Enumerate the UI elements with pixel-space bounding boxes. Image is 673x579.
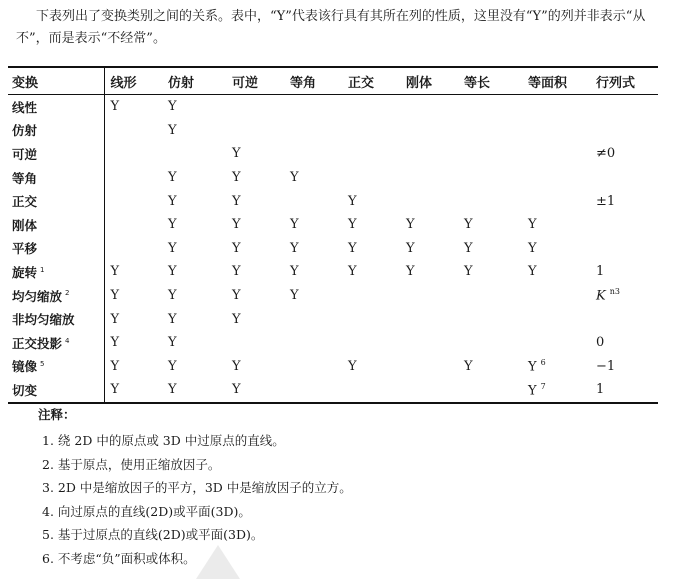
cell-value: Y bbox=[232, 358, 241, 374]
table-cell bbox=[590, 213, 658, 237]
table-cell bbox=[226, 260, 284, 284]
cell-value: Y bbox=[290, 170, 299, 186]
cell-value: 0 bbox=[596, 335, 605, 351]
table-cell bbox=[226, 166, 284, 190]
table-cell bbox=[400, 95, 458, 119]
cell-value: Y bbox=[290, 288, 299, 304]
cell-value: Y bbox=[168, 122, 177, 138]
table-cell bbox=[342, 213, 400, 237]
cell-value: Y bbox=[464, 264, 473, 280]
cell-value: Y bbox=[348, 240, 357, 256]
cell-value: Y bbox=[110, 382, 120, 398]
row-label-text: 镜像 bbox=[12, 359, 38, 375]
table-row bbox=[8, 260, 658, 284]
table-cell bbox=[104, 331, 162, 355]
table-cell bbox=[226, 213, 284, 237]
table-cell bbox=[590, 95, 658, 119]
table-cell bbox=[104, 95, 162, 119]
table-cell bbox=[522, 95, 590, 119]
table-cell bbox=[162, 307, 226, 331]
table-cell bbox=[590, 189, 658, 213]
row-label bbox=[8, 237, 104, 261]
table-cell bbox=[284, 166, 342, 190]
table-cell bbox=[590, 284, 658, 308]
table-row bbox=[8, 142, 658, 166]
table-cell bbox=[400, 237, 458, 261]
cell-value: K bbox=[596, 288, 606, 304]
cell-value: Y bbox=[110, 264, 120, 280]
table-cell bbox=[458, 331, 522, 355]
table-cell bbox=[522, 378, 590, 403]
table-cell bbox=[162, 189, 226, 213]
table-cell bbox=[342, 284, 400, 308]
cell-value: Y bbox=[528, 217, 537, 233]
table-cell bbox=[104, 355, 162, 379]
row-label-text: 均匀缩放 bbox=[12, 288, 63, 304]
cell-value: Y bbox=[528, 240, 537, 256]
row-label bbox=[8, 378, 104, 403]
cell-value: Y bbox=[232, 288, 241, 304]
notes-section bbox=[38, 405, 638, 574]
row-label bbox=[8, 331, 104, 355]
note-item: 2. 基于原点，使用正缩放因子。 bbox=[42, 456, 221, 472]
row-label bbox=[8, 260, 104, 284]
row-label-text: 线性 bbox=[12, 99, 38, 115]
cell-value: Y bbox=[348, 358, 357, 374]
table-cell bbox=[522, 166, 590, 190]
footnote-ref: 2 bbox=[65, 289, 70, 298]
header-area-preserving: 等面积 bbox=[522, 67, 590, 95]
table-cell bbox=[104, 260, 162, 284]
cell-value: Y bbox=[232, 217, 241, 233]
notes-title: 注释： bbox=[38, 407, 76, 422]
table-cell bbox=[590, 378, 658, 403]
footnote-ref: 5 bbox=[40, 360, 45, 369]
table-cell bbox=[226, 95, 284, 119]
table-cell bbox=[458, 378, 522, 403]
table-header-row bbox=[8, 67, 658, 95]
table-cell bbox=[342, 331, 400, 355]
header-invertible: 可逆 bbox=[226, 67, 284, 95]
table-cell bbox=[162, 166, 226, 190]
table-cell bbox=[590, 331, 658, 355]
table-row bbox=[8, 189, 658, 213]
table-row bbox=[8, 237, 658, 261]
row-label bbox=[8, 355, 104, 379]
row-label-text: 可逆 bbox=[12, 146, 38, 162]
table-cell bbox=[400, 260, 458, 284]
table-cell bbox=[400, 378, 458, 403]
cell-value: Y bbox=[290, 217, 299, 233]
table-cell bbox=[590, 237, 658, 261]
cell-value: Y bbox=[232, 170, 241, 186]
table-cell bbox=[226, 284, 284, 308]
cell-value: Y bbox=[528, 264, 537, 280]
cell-value: Y bbox=[110, 311, 120, 327]
table-cell bbox=[104, 142, 162, 166]
cell-value: Y bbox=[348, 264, 357, 280]
row-label bbox=[8, 307, 104, 331]
cell-value: ±1 bbox=[596, 193, 616, 209]
table-cell bbox=[162, 119, 226, 143]
cell-value: ≠0 bbox=[596, 146, 616, 162]
table-row bbox=[8, 166, 658, 190]
table-cell bbox=[342, 355, 400, 379]
table-cell bbox=[458, 189, 522, 213]
cell-value: Y bbox=[168, 193, 177, 209]
table-cell bbox=[342, 237, 400, 261]
cell-value: Y bbox=[168, 335, 177, 351]
note-item: 5. 基于过原点的直线(2D)或平面(3D)。 bbox=[42, 527, 264, 542]
header-rigid: 刚体 bbox=[400, 67, 458, 95]
table-cell bbox=[522, 142, 590, 166]
table-cell bbox=[104, 307, 162, 331]
table-cell bbox=[342, 142, 400, 166]
table-cell bbox=[400, 213, 458, 237]
table-cell bbox=[522, 213, 590, 237]
note-item: 1. 绕 2D 中的原点或 3D 中过原点的直线。 bbox=[42, 433, 285, 448]
table-cell bbox=[162, 378, 226, 403]
row-label-text: 仿射 bbox=[12, 123, 38, 139]
table-cell bbox=[590, 260, 658, 284]
table-cell bbox=[522, 284, 590, 308]
table-cell bbox=[590, 166, 658, 190]
cell-value: Y bbox=[168, 288, 177, 304]
table-cell bbox=[590, 142, 658, 166]
table-cell bbox=[522, 355, 590, 379]
table-cell bbox=[226, 307, 284, 331]
table-cell bbox=[226, 119, 284, 143]
header-affine: 仿射 bbox=[162, 67, 226, 95]
footnote-ref: 4 bbox=[65, 336, 70, 345]
cell-value: Y bbox=[348, 193, 357, 209]
table-cell bbox=[522, 307, 590, 331]
table-cell bbox=[284, 284, 342, 308]
table-cell bbox=[284, 260, 342, 284]
row-label bbox=[8, 142, 104, 166]
table-cell bbox=[104, 378, 162, 403]
row-label bbox=[8, 119, 104, 143]
cell-value: Y bbox=[406, 240, 415, 256]
cell-value: Y bbox=[168, 170, 177, 186]
cell-value: Y bbox=[232, 146, 241, 162]
table-body bbox=[8, 95, 658, 403]
row-label bbox=[8, 166, 104, 190]
cell-value: 1 bbox=[596, 382, 605, 398]
table-cell bbox=[226, 237, 284, 261]
cell-value: Y bbox=[290, 264, 299, 280]
table-cell bbox=[590, 119, 658, 143]
cell-value: Y bbox=[528, 359, 537, 375]
cell-value: Y bbox=[168, 382, 177, 398]
row-label bbox=[8, 213, 104, 237]
table-cell bbox=[226, 142, 284, 166]
cell-value: Y bbox=[168, 311, 177, 327]
table-cell bbox=[522, 189, 590, 213]
table-row bbox=[8, 284, 658, 308]
row-label bbox=[8, 284, 104, 308]
table-cell bbox=[522, 119, 590, 143]
table-cell bbox=[226, 331, 284, 355]
cell-value: Y bbox=[168, 264, 177, 280]
table-cell bbox=[458, 284, 522, 308]
table-cell bbox=[458, 95, 522, 119]
table-cell bbox=[342, 95, 400, 119]
cell-value: Y bbox=[110, 99, 120, 115]
watermark-mark bbox=[196, 545, 240, 579]
cell-superscript: n3 bbox=[609, 287, 620, 297]
table-cell bbox=[342, 166, 400, 190]
cell-value: Y bbox=[168, 358, 177, 374]
table-cell bbox=[400, 355, 458, 379]
transform-table bbox=[8, 66, 658, 404]
cell-superscript: 6 bbox=[540, 358, 546, 368]
table-cell bbox=[522, 237, 590, 261]
table-cell bbox=[458, 213, 522, 237]
cell-value: Y bbox=[464, 358, 473, 374]
cell-value: Y bbox=[110, 358, 120, 374]
table-cell bbox=[522, 331, 590, 355]
table-cell bbox=[342, 189, 400, 213]
table-cell bbox=[226, 378, 284, 403]
cell-value: 1 bbox=[596, 264, 605, 280]
table-cell bbox=[284, 213, 342, 237]
table-cell bbox=[162, 284, 226, 308]
table-cell bbox=[400, 331, 458, 355]
cell-value: Y bbox=[168, 240, 177, 256]
table-cell bbox=[458, 260, 522, 284]
table-cell bbox=[104, 119, 162, 143]
note-item: 3. 2D 中是缩放因子的平方，3D 中是缩放因子的立方。 bbox=[42, 480, 352, 495]
table-cell bbox=[162, 355, 226, 379]
table-cell bbox=[104, 166, 162, 190]
table-row bbox=[8, 95, 658, 119]
table-cell bbox=[162, 213, 226, 237]
cell-value: Y bbox=[232, 311, 241, 327]
table-cell bbox=[400, 307, 458, 331]
row-label-text: 刚体 bbox=[12, 217, 38, 233]
table-cell bbox=[284, 142, 342, 166]
cell-value: Y bbox=[406, 264, 415, 280]
cell-value: Y bbox=[110, 335, 120, 351]
table-cell bbox=[400, 189, 458, 213]
cell-value: Y bbox=[110, 288, 120, 304]
table-cell bbox=[104, 189, 162, 213]
header-length-preserving: 等长 bbox=[458, 67, 522, 95]
table-cell bbox=[522, 260, 590, 284]
table-row bbox=[8, 378, 658, 403]
table-cell bbox=[458, 119, 522, 143]
table-cell bbox=[284, 307, 342, 331]
row-label-text: 非均匀缩放 bbox=[12, 312, 75, 328]
table-row bbox=[8, 307, 658, 331]
table-cell bbox=[458, 355, 522, 379]
table-cell bbox=[284, 378, 342, 403]
table-cell bbox=[226, 355, 284, 379]
table-cell bbox=[458, 307, 522, 331]
row-label-text: 正交 bbox=[12, 194, 38, 210]
header-orthogonal: 正交 bbox=[342, 67, 400, 95]
table-cell bbox=[400, 284, 458, 308]
intro-paragraph: 下表列出了变换类别之间的关系。表中，“Y”代表该行具有其所在列的性质，这里没有“Y”的列并非表示“从不”，而是表示“不经常”。 bbox=[16, 9, 646, 46]
table-cell bbox=[342, 119, 400, 143]
table-cell bbox=[590, 307, 658, 331]
cell-superscript: 7 bbox=[540, 381, 546, 391]
table-cell bbox=[284, 331, 342, 355]
table-cell bbox=[162, 260, 226, 284]
table-cell bbox=[284, 237, 342, 261]
table-row bbox=[8, 119, 658, 143]
cell-value: Y bbox=[406, 217, 415, 233]
row-label-text: 平移 bbox=[12, 241, 38, 257]
header-corner: 变换 bbox=[8, 67, 104, 95]
header-linear: 线形 bbox=[104, 67, 162, 95]
table-cell bbox=[104, 284, 162, 308]
table-cell bbox=[162, 142, 226, 166]
table-cell bbox=[458, 166, 522, 190]
cell-value: Y bbox=[232, 240, 241, 256]
table-cell bbox=[162, 237, 226, 261]
table-cell bbox=[284, 95, 342, 119]
footnote-ref: 1 bbox=[40, 265, 45, 274]
table-cell bbox=[400, 166, 458, 190]
table-cell bbox=[400, 142, 458, 166]
cell-value: Y bbox=[232, 193, 241, 209]
cell-value: Y bbox=[464, 217, 473, 233]
table-cell bbox=[162, 95, 226, 119]
table-cell bbox=[226, 189, 284, 213]
table-cell bbox=[162, 331, 226, 355]
table-cell bbox=[284, 119, 342, 143]
table-cell bbox=[104, 213, 162, 237]
table-cell bbox=[104, 237, 162, 261]
table-cell bbox=[400, 119, 458, 143]
cell-value: −1 bbox=[596, 358, 616, 374]
row-label bbox=[8, 95, 104, 119]
header-angle-preserving: 等角 bbox=[284, 67, 342, 95]
table-cell bbox=[342, 307, 400, 331]
row-label-text: 等角 bbox=[12, 170, 38, 186]
table-row bbox=[8, 213, 658, 237]
cell-value: Y bbox=[168, 217, 177, 233]
row-label-text: 正交投影 bbox=[12, 335, 63, 351]
cell-value: Y bbox=[348, 217, 357, 233]
cell-value: Y bbox=[464, 240, 473, 256]
table-cell bbox=[342, 260, 400, 284]
table-cell bbox=[458, 237, 522, 261]
cell-value: Y bbox=[232, 382, 241, 398]
table-cell bbox=[458, 142, 522, 166]
row-label bbox=[8, 189, 104, 213]
cell-value: Y bbox=[232, 264, 241, 280]
row-label-text: 旋转 bbox=[12, 264, 38, 280]
cell-value: Y bbox=[168, 99, 177, 115]
table-cell bbox=[284, 355, 342, 379]
table-row bbox=[8, 355, 658, 379]
row-label-text: 切变 bbox=[12, 382, 38, 398]
header-determinant: 行列式 bbox=[590, 67, 658, 95]
table-cell bbox=[342, 378, 400, 403]
note-item: 4. 向过原点的直线(2D)或平面(3D)。 bbox=[42, 503, 251, 519]
table-cell bbox=[590, 355, 658, 379]
table-row bbox=[8, 331, 658, 355]
table-cell bbox=[284, 189, 342, 213]
cell-value: Y bbox=[528, 383, 537, 399]
note-item: 6. 不考虑“负”面积或体积。 bbox=[42, 550, 196, 566]
cell-value: Y bbox=[290, 240, 299, 256]
